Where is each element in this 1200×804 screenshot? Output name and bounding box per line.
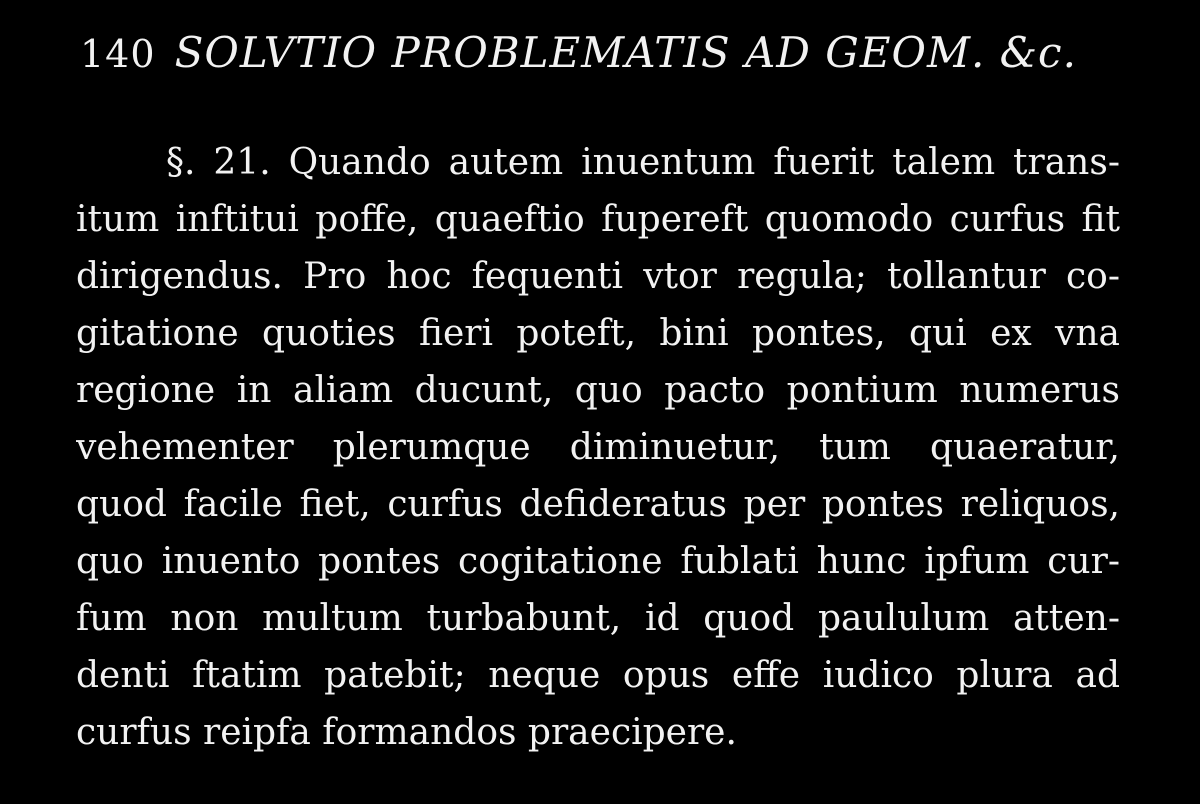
- text-line: quo inuento pontes cogitatione fublati hunc ipfum cur-: [76, 541, 1120, 582]
- text-line: fum non multum turbabunt, id quod paululum atten-: [76, 598, 1120, 639]
- text-line: vehementer plerumque diminuetur, tum quaeratur,: [76, 427, 1120, 468]
- paragraph-section-21: [76, 134, 1120, 761]
- text-line: gitatione quoties fieri poteft, bini pontes, qui ex vna: [76, 313, 1120, 354]
- text-line: regione in aliam ducunt, quo pacto pontium numerus: [76, 370, 1120, 411]
- text-line: dirigendus. Pro hoc fequenti vtor regula; tollantur co-: [76, 256, 1120, 297]
- line-text: Quando autem inuentum fuerit talem trans-: [288, 142, 1120, 183]
- running-head: [80, 28, 1120, 92]
- text-line: itum inftitui poffe, quaeftio fupereft quomodo curfus fit: [76, 199, 1120, 240]
- running-title: SOLVTIO PROBLEMATIS AD GEOM. &c.: [174, 28, 1077, 77]
- text-line: curfus reipfa formandos praecipere.: [76, 712, 737, 753]
- text-line: [76, 134, 1120, 191]
- text-line: quod facile fiet, curfus defideratus per pontes reliquos,: [76, 484, 1120, 525]
- page-number: 140: [80, 32, 156, 76]
- section-number: §. 21.: [166, 142, 271, 183]
- text-line: denti ftatim patebit; neque opus effe iudico plura ad: [76, 655, 1120, 696]
